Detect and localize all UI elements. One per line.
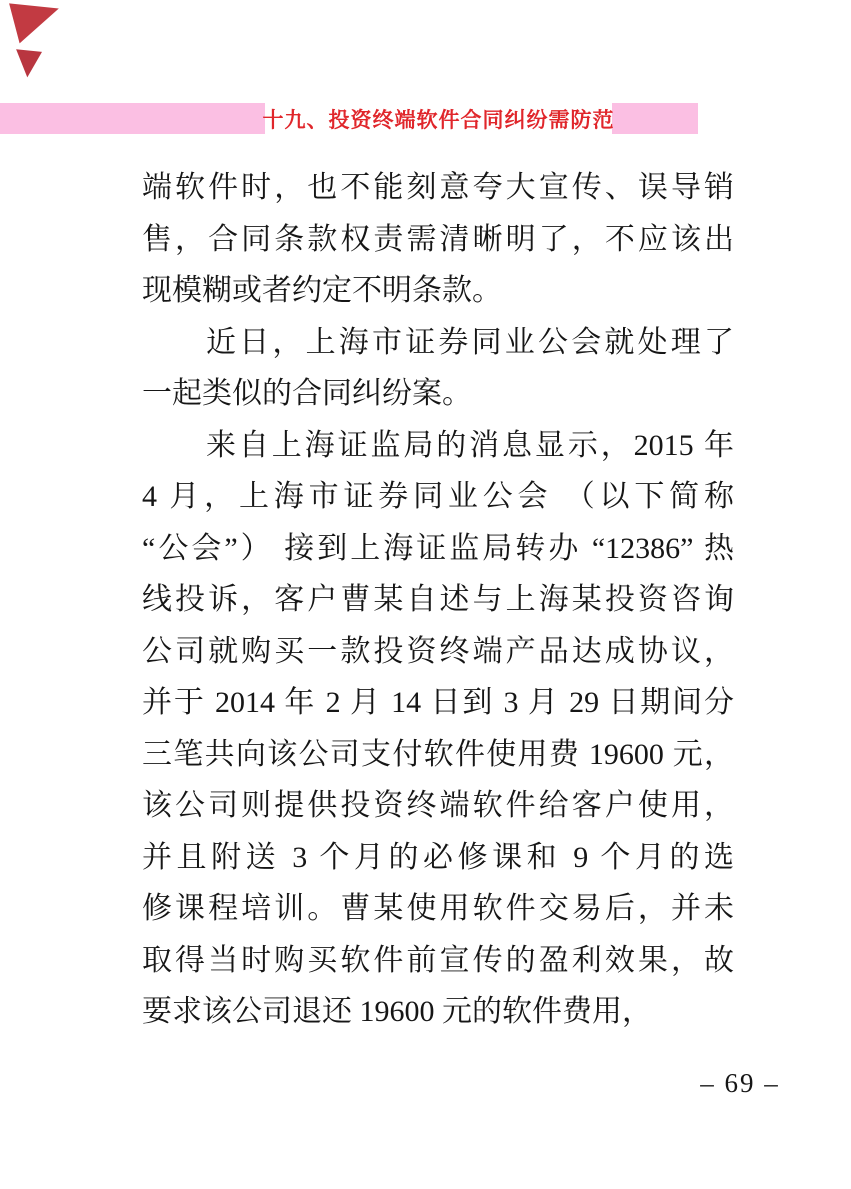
text-line: 并于 2014 年 2 月 14 日到 3 月 29 日期间分: [142, 686, 734, 719]
chapter-header: [0, 103, 851, 134]
text-line: 线投诉，客户曹某自述与上海某投资咨询: [142, 583, 734, 616]
header-title-box: [262, 100, 615, 137]
text-line: 4 月，上海市证券同业公会 （以下简称: [142, 480, 734, 513]
page-body: [142, 162, 734, 1038]
text-line: 现模糊或者约定不明条款。: [142, 274, 502, 307]
text-line: 取得当时购买软件前宣传的盈利效果，故: [142, 943, 734, 977]
text-line: 售，合同条款权责需清晰明了，不应该出: [142, 222, 734, 256]
page-number: – 69 –: [700, 1068, 780, 1098]
text-line: 近日，上海市证券同业公会就处理了: [206, 325, 734, 359]
text-line: 修课程培训。曹某使用软件交易后，并未: [142, 892, 734, 925]
text-line: 并且附送 3 个月的必修课和 9 个月的选: [142, 840, 734, 874]
corner-triangle-large-icon: [0, 0, 70, 85]
text-line: 要求该公司退还 19600 元的软件费用，: [142, 995, 652, 1028]
text-line: 一起类似的合同纠纷案。: [142, 377, 472, 410]
header-band-left: [0, 103, 265, 134]
text-line: “公会”） 接到上海证监局转办 “12386” 热: [142, 531, 734, 565]
text-line: 公司就购买一款投资终端产品达成协议，: [142, 634, 734, 668]
text-line: 该公司则提供投资终端软件给客户使用，: [142, 789, 734, 822]
corner-decoration: [0, 0, 70, 85]
header-band-right: [612, 103, 698, 134]
text-line: 端软件时，也不能刻意夸大宣传、误导销: [142, 171, 734, 204]
text-line: 三笔共向该公司支付软件使用费 19600 元，: [142, 737, 734, 771]
page-footer: [660, 1063, 820, 1103]
chapter-title: 十九、投资终端软件合同纠纷需防范: [262, 108, 615, 132]
text-line: 来自上海证监局的消息显示，2015 年: [206, 428, 734, 462]
